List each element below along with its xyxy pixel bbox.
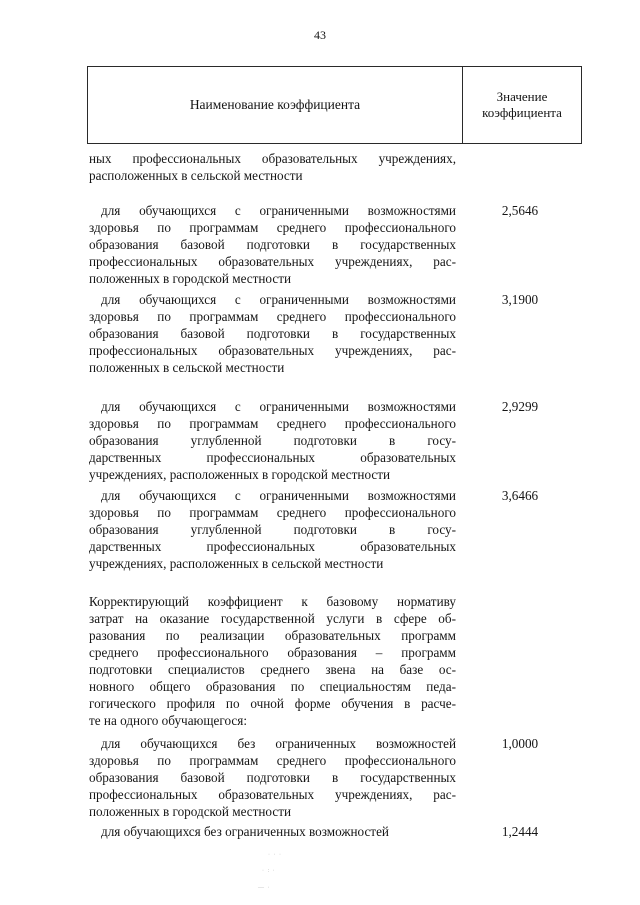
coefficient-value: 3,6466 bbox=[501, 488, 539, 503]
table-header bbox=[87, 66, 582, 144]
coefficient-value: 1,2444 bbox=[501, 824, 539, 839]
description-line: гогического профиля по очной форме обучения в расче- bbox=[89, 696, 456, 711]
description-line: дарственных профессиональных образовательных bbox=[89, 450, 456, 465]
description-line: среднего профессионального образования – программ bbox=[89, 645, 456, 660]
coefficient-description bbox=[89, 291, 456, 376]
coefficient-value: 2,5646 bbox=[501, 203, 539, 218]
coefficient-name-header: Наименование коэффициента bbox=[88, 67, 463, 143]
coefficient-description bbox=[89, 202, 456, 287]
description-line: для обучающихся с ограниченными возможностями bbox=[101, 488, 456, 503]
description-line: те на одного обучающегося: bbox=[89, 713, 247, 728]
description-line: положенных в сельской местности bbox=[89, 360, 285, 375]
description-line: образования базовой подготовки в государственных bbox=[89, 326, 456, 341]
scan-artifact: · · · bbox=[268, 852, 282, 858]
description-line: образования базовой подготовки в государственных bbox=[89, 770, 456, 785]
coefficient-description bbox=[89, 487, 456, 572]
coefficient-description bbox=[89, 823, 456, 840]
description-line: подготовки специалистов среднего звена на базе ос- bbox=[89, 662, 456, 677]
description-line: образования углубленной подготовки в госу- bbox=[89, 522, 456, 537]
description-line: Корректирующий коэффициент к базовому нормативу bbox=[89, 594, 456, 609]
description-line: здоровья по программам среднего профессионального bbox=[89, 505, 456, 520]
coefficient-description bbox=[89, 593, 456, 729]
description-line: учреждениях, расположенных в городской местности bbox=[89, 467, 391, 482]
coefficient-value: 1,0000 bbox=[501, 736, 539, 751]
description-line: положенных в городской местности bbox=[89, 804, 292, 819]
description-line: положенных в городской местности bbox=[89, 271, 292, 286]
description-line: образования углубленной подготовки в госу- bbox=[89, 433, 456, 448]
description-line: профессиональных образовательных учреждениях, рас- bbox=[89, 787, 456, 802]
description-line: здоровья по программам среднего профессионального bbox=[89, 309, 456, 324]
description-line: здоровья по программам среднего профессионального bbox=[89, 220, 456, 235]
scan-artifact: — · bbox=[258, 885, 271, 891]
description-line: профессиональных образовательных учреждениях, рас- bbox=[89, 343, 456, 358]
description-line: образования базовой подготовки в государственных bbox=[89, 237, 456, 252]
coefficient-value: 3,1900 bbox=[501, 292, 539, 307]
coefficient-value: 2,9299 bbox=[501, 399, 539, 414]
description-line: расположенных в сельской местности bbox=[89, 168, 303, 183]
description-line: профессиональных образовательных учреждениях, рас- bbox=[89, 254, 456, 269]
description-line: для обучающихся с ограниченными возможностями bbox=[101, 292, 456, 307]
coefficient-description bbox=[89, 150, 456, 184]
description-line: затрат на оказание государственной услуги в сфере об- bbox=[89, 611, 456, 626]
scan-artifact: · : · bbox=[262, 868, 276, 874]
description-line: для обучающихся без ограниченных возможностей bbox=[101, 824, 389, 839]
coefficient-value-header bbox=[463, 67, 581, 143]
description-line: новного общего образования по специальностям педа- bbox=[89, 679, 456, 694]
description-line: дарственных профессиональных образовательных bbox=[89, 539, 456, 554]
page-number: 43 bbox=[314, 28, 326, 42]
coefficient-description bbox=[89, 398, 456, 483]
description-line: учреждениях, расположенных в сельской местности bbox=[89, 556, 384, 571]
description-line: здоровья по программам среднего профессионального bbox=[89, 416, 456, 431]
value-header-line-2: коэффициента bbox=[482, 105, 562, 120]
description-line: ных профессиональных образовательных учреждениях, bbox=[89, 151, 456, 166]
value-header-line-1: Значение bbox=[496, 89, 548, 104]
description-line: здоровья по программам среднего профессионального bbox=[89, 753, 456, 768]
description-line: для обучающихся с ограниченными возможностями bbox=[101, 399, 456, 414]
description-line: для обучающихся с ограниченными возможностями bbox=[101, 203, 456, 218]
description-line: для обучающихся без ограниченных возможностей bbox=[101, 736, 456, 751]
coefficient-description bbox=[89, 735, 456, 820]
description-line: разования по реализации образовательных программ bbox=[89, 628, 456, 643]
